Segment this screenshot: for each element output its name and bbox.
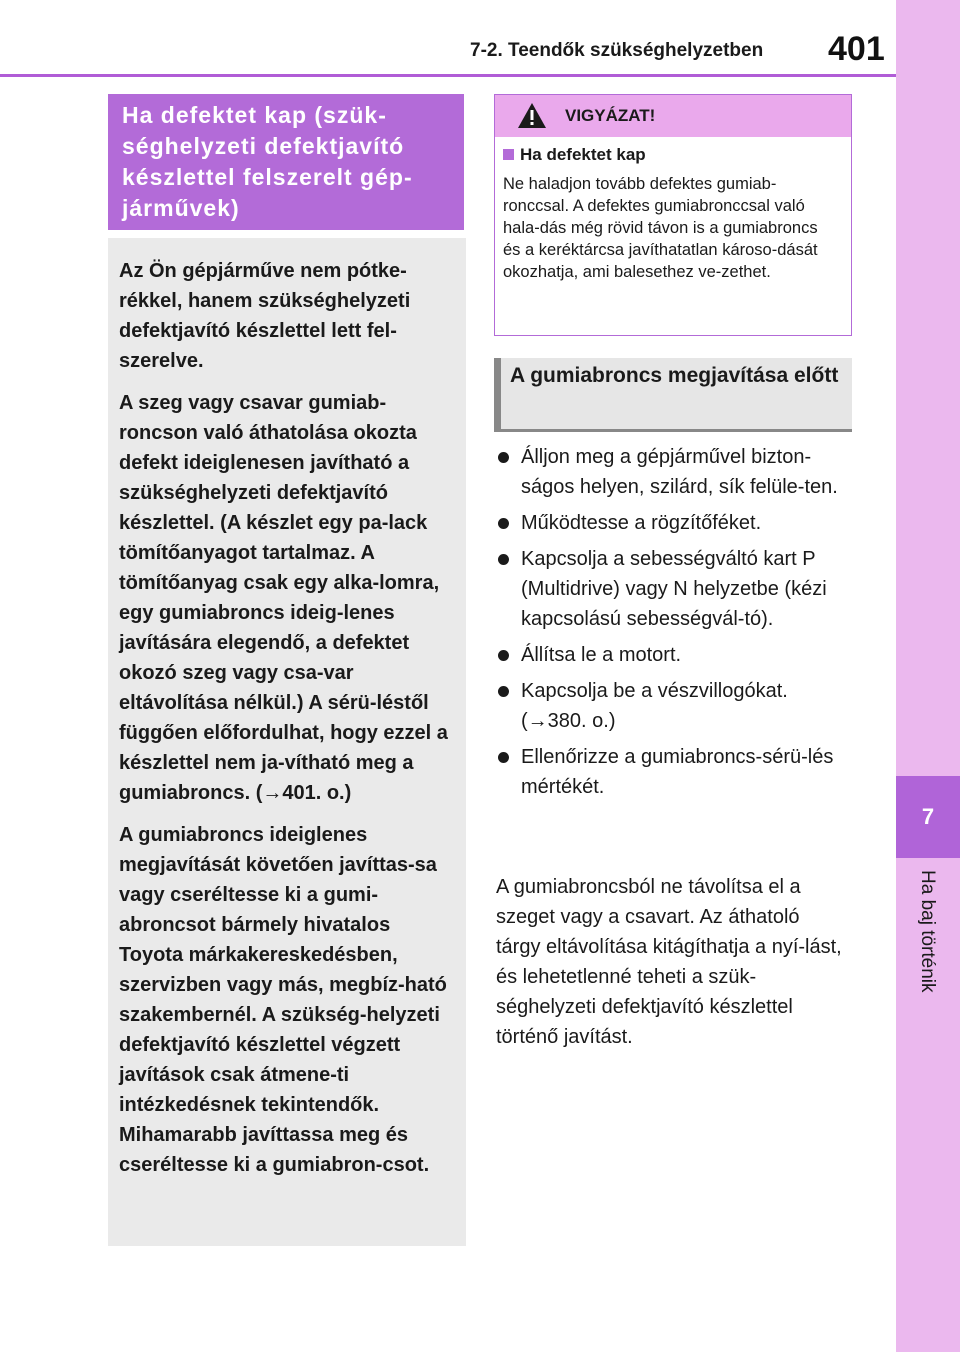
- header-rule: [0, 74, 896, 77]
- subsection-title: A gumiabroncs megjavítása előtt: [510, 364, 839, 387]
- list-item: Működtesse a rögzítőféket.: [496, 508, 846, 538]
- bullet-list: [496, 442, 846, 808]
- list-item: Ellenőrizze a gumiabroncs-sérü-lés mértékét.: [496, 742, 846, 802]
- list-item: Kapcsolja a sebességváltó kart P (Multidrive) vagy N helyzetbe (kézi kapcsolású sebességvál-tó).: [496, 544, 846, 634]
- chapter-label: Ha baj történik: [917, 870, 938, 993]
- warning-title: VIGYÁZAT!: [565, 106, 656, 125]
- closing-paragraph: A gumiabroncsból ne távolítsa el a szeget vagy a csavart. Az áthatoló tárgy eltávolítása kitágíthatja a nyí-lást, és lehetetlenné teheti a szük-séghelyzeti defektjavító készlettel történő javítást.: [496, 876, 842, 1048]
- intro-paragraph: Az Ön gépjárműve nem pótke-rékkel, hanem szükséghelyzeti defektjavító készlettel lett fel-szerelve.: [119, 260, 411, 372]
- warning-body: Ne haladjon tovább defektes gumiab-ronccsal. A defektes gumiabronccsal való hala-dás még rövid távon is a gumiabroncs és a keréktárcsa javíthatatlan károso-dását okozhatja, ami balesethez ve-zethet.: [503, 175, 818, 281]
- page-number: 401: [828, 30, 885, 68]
- intro-box: [108, 238, 466, 1246]
- list-item: Álljon meg a gépjárművel bizton-ságos helyen, szilárd, sík felüle-ten.: [496, 442, 846, 502]
- warning-subtitle: Ha defektet kap: [503, 145, 646, 165]
- bullet-icon: [498, 650, 509, 661]
- warning-box: [494, 94, 852, 336]
- subsection-header: [494, 358, 852, 432]
- warning-header: [495, 95, 851, 137]
- intro-paragraph: A szeg vagy csavar gumiab-roncson való áthatolása okozta defekt ideiglenesen javítható a szükséghelyzeti defektjavító készlettel. (A készlet egy pa-lack tömítőanyagot tartalmaz. A tömítőanyag csak egy alka-lomra, egy gumiabroncs ideig-lenes javítására elegendő, a defektet okozó szeg vagy csa-var eltávolítása nélkül.) A sérü-léstől függően előfordulhat, hogy ezzel a készlettel nem ja-vítható meg a gumiabroncs. (→401. o.): [119, 392, 448, 804]
- section-title: Ha defektet kap (szük-séghelyzeti defektjavító készlettel felszerelt gép-járművek): [108, 94, 464, 230]
- chapter-number: 7: [896, 776, 960, 858]
- list-item: Állítsa le a motort.: [496, 640, 846, 670]
- bullet-icon: [498, 554, 509, 565]
- bullet-icon: [498, 752, 509, 763]
- page-header-title: 7-2. Teendők szükséghelyzetben: [470, 40, 764, 61]
- subsection-bar: [494, 358, 501, 429]
- bullet-icon: [498, 518, 509, 529]
- side-tab: [896, 0, 960, 1352]
- bullet-icon: [498, 686, 509, 697]
- intro-paragraph: A gumiabroncs ideiglenes megjavítását követően javíttas-sa vagy cseréltesse ki a gumi-abroncsot bármely hivatalos Toyota márkakereskedésben, szervizben vagy más, megbíz-ható szakembernél. A szükség-helyzeti defektjavító készlettel végzett javítások csak átmene-ti intézkedésnek tekintendők. Mihamarabb javíttassa meg és cseréltesse ki a gumiabron-csot.: [119, 824, 447, 1176]
- square-bullet-icon: [503, 149, 514, 160]
- bullet-icon: [498, 452, 509, 463]
- warning-triangle-icon: [517, 101, 547, 129]
- list-item: Kapcsolja be a vészvillogókat. (→380. o.): [496, 676, 846, 736]
